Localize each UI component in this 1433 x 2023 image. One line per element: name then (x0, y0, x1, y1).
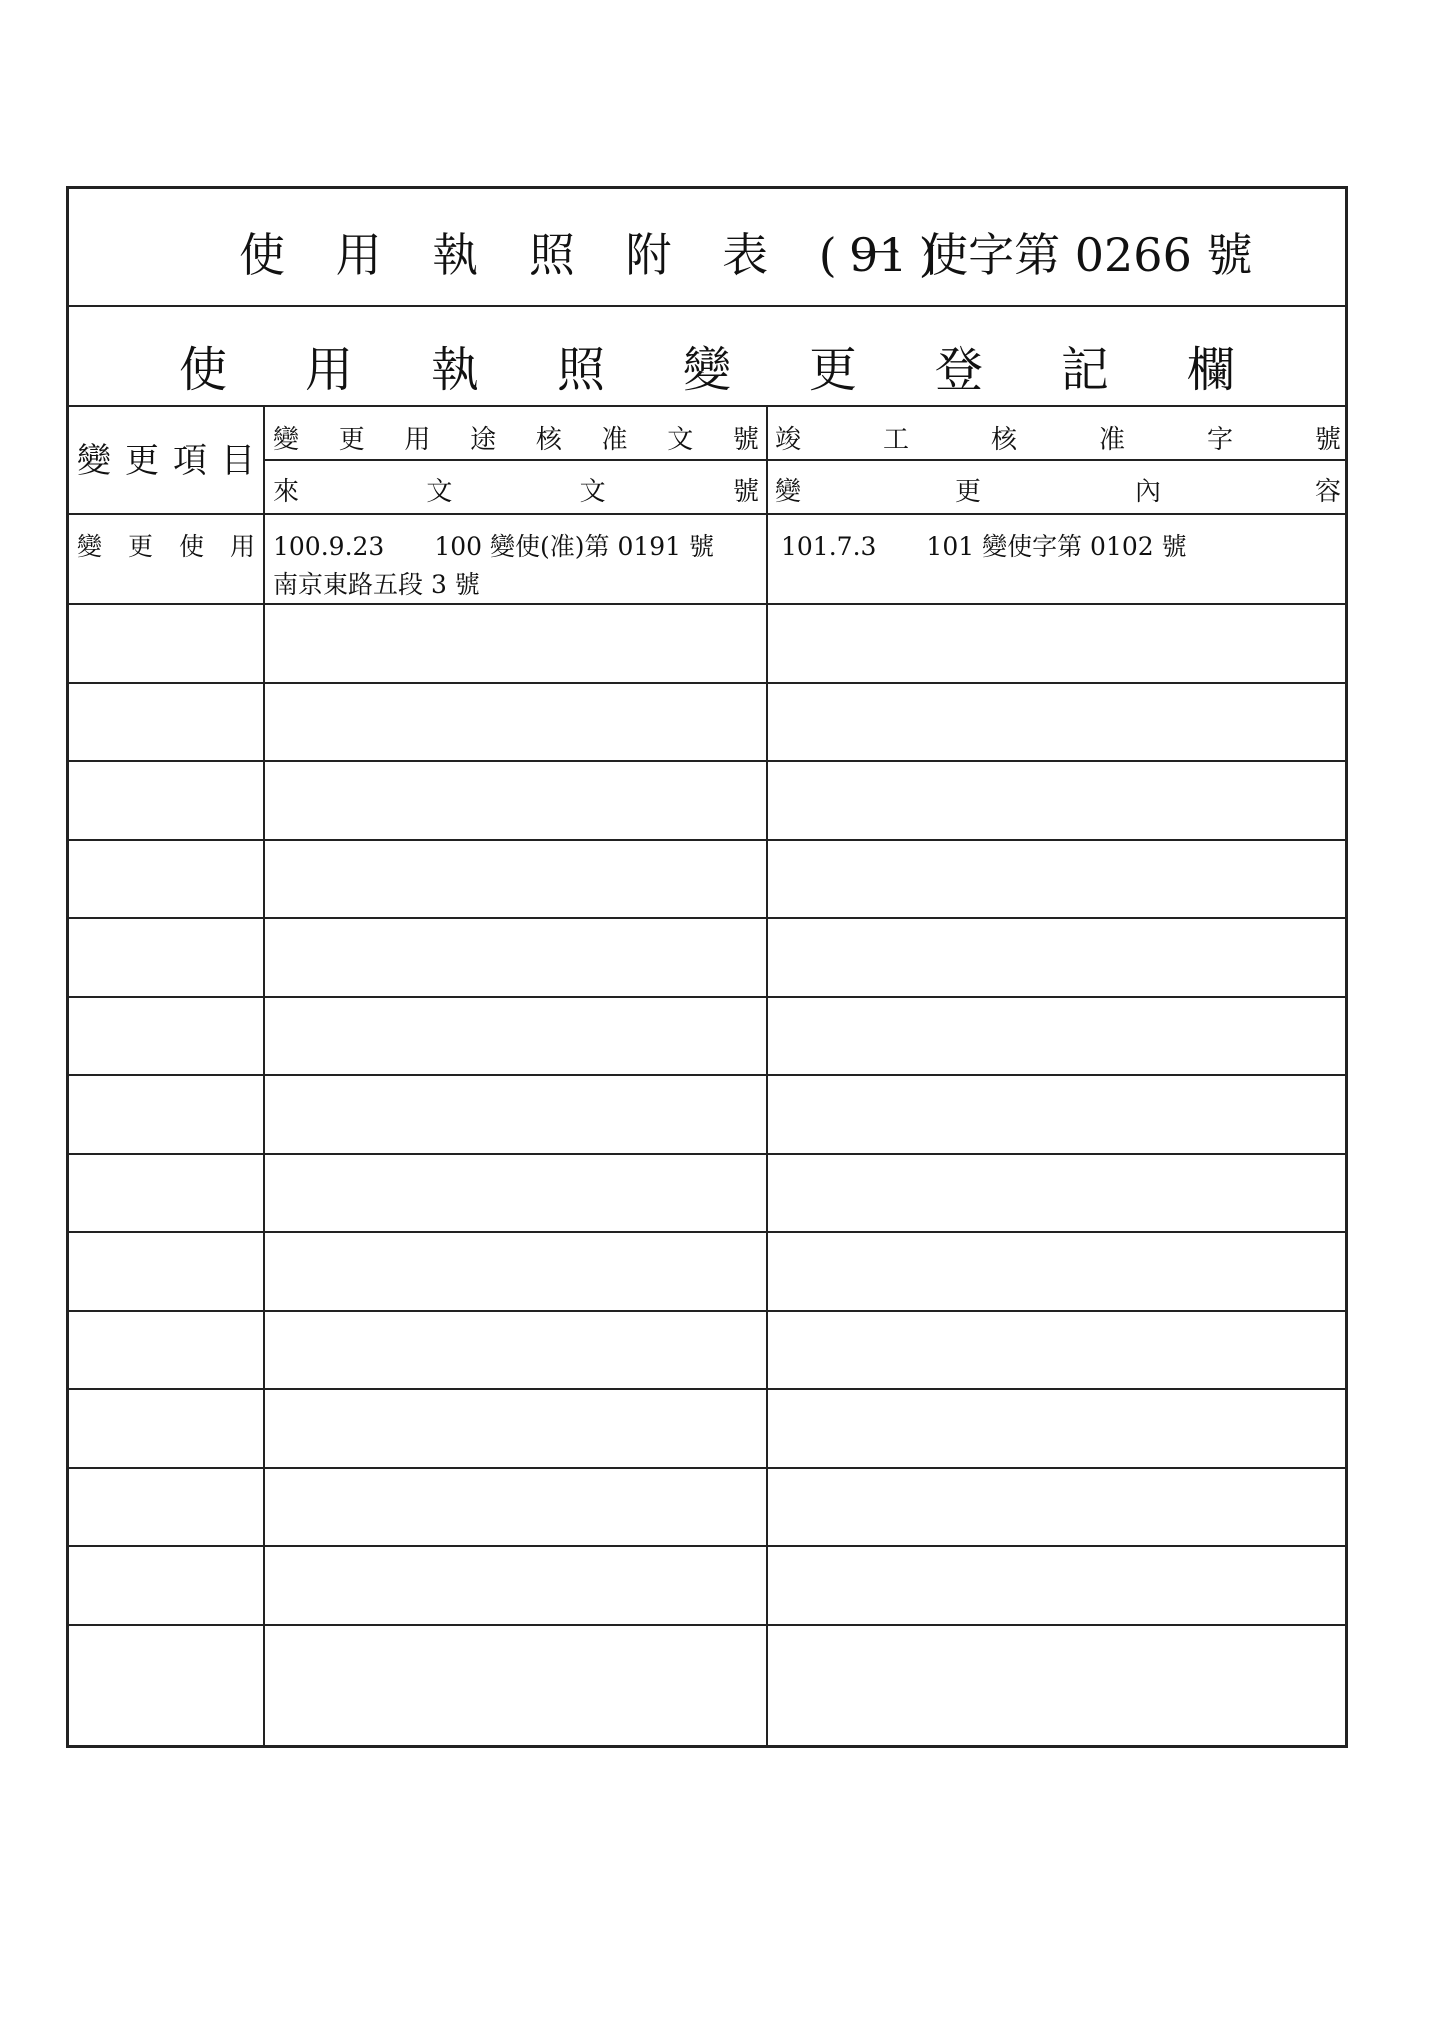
header-char: 更 (125, 441, 159, 481)
row-divider (69, 1545, 1345, 1547)
subtitle-char: 用 (304, 342, 353, 398)
subtitle-char: 更 (808, 342, 857, 398)
header-char: 變 (273, 425, 300, 455)
row-change-item (77, 527, 255, 563)
subtitle-char: 執 (430, 342, 479, 398)
header-incoming-doc (273, 471, 759, 508)
subtitle-char: 使 (179, 342, 228, 398)
subtitle-char: 登 (934, 342, 983, 398)
header-char: 變 (775, 477, 802, 507)
header-char: 更 (954, 477, 981, 507)
header-change-content (775, 471, 1341, 508)
license-number: 91 使字第 0266 號 (849, 228, 1253, 282)
row-item-char: 更 (127, 532, 153, 561)
header-char: 號 (1314, 425, 1341, 455)
header-char: 內 (1134, 477, 1161, 507)
header-char: 核 (990, 425, 1017, 455)
header-char: 更 (338, 425, 365, 455)
license-form-frame (66, 186, 1348, 1748)
row-divider (69, 1388, 1345, 1390)
row-item-char: 使 (178, 532, 204, 561)
header-char: 文 (667, 425, 694, 455)
header-char: 准 (1098, 425, 1125, 455)
form-title: 使 用 執 照 附 表 (一) (239, 228, 955, 282)
header-char: 字 (1206, 425, 1233, 455)
subtitle-char: 記 (1060, 342, 1109, 398)
header-char: 容 (1314, 477, 1341, 507)
row-divider (69, 1624, 1345, 1626)
subtitle-char: 照 (556, 342, 605, 398)
header-bottom-line (69, 513, 1345, 515)
header-char: 號 (732, 425, 759, 455)
subtitle-char: 欄 (1186, 342, 1235, 398)
header-char: 來 (273, 477, 300, 507)
header-change-item (77, 433, 255, 482)
header-char: 號 (732, 477, 759, 507)
row-approval-doc: 100.9.23 100 變使(准)第 0191 號 (273, 532, 715, 561)
row-divider (69, 1153, 1345, 1155)
header-char: 變 (77, 441, 111, 481)
row-item-char: 變 (77, 532, 103, 561)
row-divider (69, 1074, 1345, 1076)
header-divider (263, 459, 1345, 461)
header-approval-doc (273, 419, 759, 456)
header-char: 項 (173, 441, 207, 481)
header-char: 文 (579, 477, 606, 507)
subtitle-row (69, 307, 1345, 407)
header-char: 竣 (775, 425, 802, 455)
header-char: 文 (426, 477, 453, 507)
row-approval-address: 南京東路五段 3 號 (273, 570, 480, 599)
title-row (69, 189, 1345, 307)
header-char: 工 (882, 425, 909, 455)
header-char: 核 (535, 425, 562, 455)
change-register-table (69, 407, 1345, 1745)
row-divider (69, 1310, 1345, 1312)
row-divider (69, 839, 1345, 841)
header-char: 途 (470, 425, 497, 455)
row-divider (69, 760, 1345, 762)
header-completion-no (775, 419, 1341, 456)
header-char: 用 (404, 425, 431, 455)
row-completion-no: 101.7.3 101 變使字第 0102 號 (781, 532, 1187, 561)
row-divider (69, 682, 1345, 684)
row-divider (69, 1231, 1345, 1233)
subtitle-char: 變 (682, 342, 731, 398)
row-divider (69, 917, 1345, 919)
row-item-char: 用 (229, 532, 255, 561)
row-divider (69, 996, 1345, 998)
form-subtitle (179, 331, 1235, 400)
row-divider (69, 603, 1345, 605)
row-divider (69, 1467, 1345, 1469)
header-char: 准 (601, 425, 628, 455)
header-char: 目 (221, 441, 255, 481)
